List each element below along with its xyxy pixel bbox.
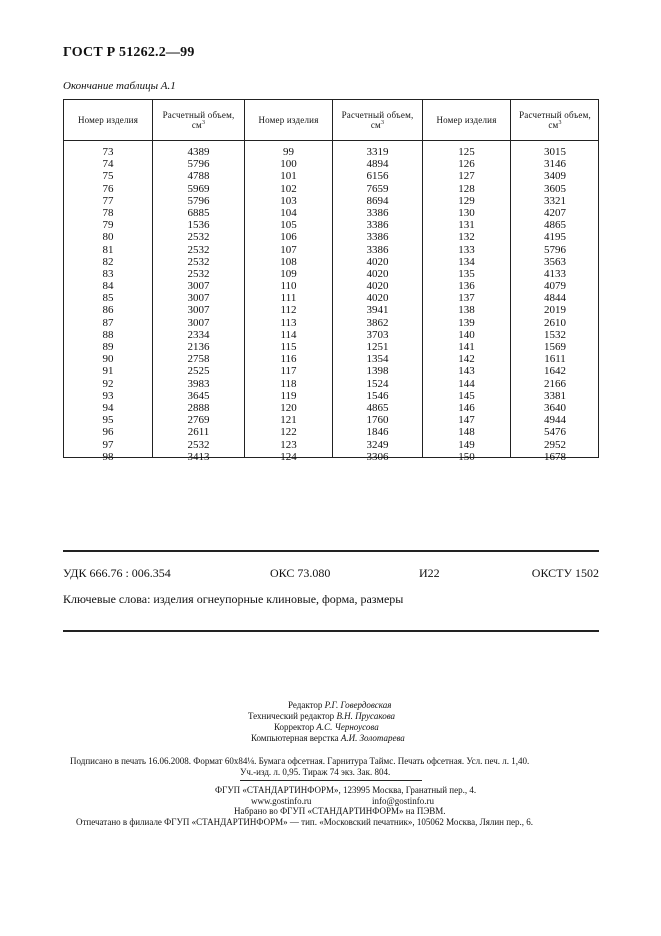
volume-cell: 3563: [544, 255, 566, 268]
item-number-cell: 88: [102, 328, 114, 341]
volume-cell: 6156: [366, 170, 389, 183]
volume-cell: 2532: [187, 255, 210, 268]
item-number-cell: 99: [283, 146, 294, 158]
print-info-2: Уч.-изд. л. 0,95. Тираж 74 экз. Зак. 804.: [240, 767, 391, 777]
volume-cell: 4079: [544, 280, 566, 293]
volume-cell: 4788: [187, 170, 210, 183]
volumes-column-3: [511, 146, 599, 463]
volume-cell: 4020: [366, 280, 389, 293]
item-number-cell: 93: [102, 389, 114, 402]
item-number-cell: 75: [102, 170, 114, 183]
item-number-cell: 130: [458, 206, 475, 219]
volume-cell: 3007: [187, 304, 210, 317]
volume-cell: 3007: [187, 316, 210, 329]
items-column-3: [423, 146, 510, 463]
volume-cell: 4020: [366, 267, 389, 280]
item-number-cell: 102: [280, 182, 297, 195]
volume-cell: 3306: [366, 450, 389, 463]
volume-cell: 2532: [187, 243, 210, 256]
volume-cell: 4844: [544, 292, 566, 305]
volume-cell: 4389: [187, 146, 210, 158]
volume-cell: 1398: [366, 365, 389, 378]
item-number-cell: 96: [102, 426, 114, 439]
publisher-line: ФГУП «СТАНДАРТИНФОРМ», 123995 Москва, Гранатный пер., 4.: [215, 785, 477, 795]
item-number-cell: 98: [102, 450, 114, 463]
volume-cell: 3321: [544, 194, 566, 207]
item-number-cell: 92: [102, 377, 114, 390]
volume-cell: 1846: [366, 426, 389, 439]
volume-cell: 3249: [366, 438, 389, 451]
volume-cell: 1546: [366, 389, 389, 402]
volume-cell: 2019: [544, 304, 566, 317]
item-number-cell: 132: [458, 231, 475, 244]
volume-cell: 5796: [544, 243, 566, 256]
item-number-cell: 142: [458, 353, 475, 366]
volume-cell: 2769: [187, 414, 210, 427]
item-number-cell: 117: [280, 365, 297, 378]
volume-cell: 5796: [187, 158, 210, 171]
item-number-cell: 125: [458, 146, 475, 158]
item-number-cell: 109: [280, 267, 297, 280]
item-number-cell: 150: [458, 450, 475, 463]
volume-cell: 3645: [187, 389, 210, 402]
volume-cell: 1678: [544, 450, 566, 463]
volume-cell: 4195: [544, 231, 566, 244]
volume-cell: 3703: [366, 328, 389, 341]
item-number-cell: 145: [458, 389, 475, 402]
item-number-cell: 77: [102, 194, 114, 207]
item-number-cell: 73: [102, 146, 114, 158]
volume-cell: 4020: [366, 292, 389, 305]
volume-cell: 1760: [366, 414, 389, 427]
volume-cell: 4894: [366, 158, 389, 171]
volume-cell: 1642: [544, 365, 566, 378]
volume-cell: 4020: [366, 255, 389, 268]
item-number-cell: 126: [458, 158, 475, 171]
item-number-cell: 86: [102, 304, 114, 317]
volume-cell: 4133: [544, 267, 566, 280]
volume-cell: 2532: [187, 438, 210, 451]
volume-cell: 3381: [544, 389, 566, 402]
item-number-cell: 82: [102, 255, 114, 268]
item-number-cell: 104: [280, 206, 297, 219]
volume-cell: 7659: [366, 182, 389, 195]
item-number-cell: 113: [280, 316, 297, 329]
header-volume-2: Расчетный объем, $см^3$: [341, 110, 414, 130]
item-number-cell: 97: [102, 438, 114, 451]
volume-cell: 1524: [366, 377, 389, 390]
item-number-cell: 148: [458, 426, 475, 439]
item-number-cell: 123: [280, 438, 297, 451]
volume-cell: 4207: [544, 206, 566, 219]
volume-cell: 4865: [544, 219, 566, 232]
item-number-cell: 147: [458, 414, 475, 427]
volume-cell: 2532: [187, 231, 210, 244]
keywords: Ключевые слова: изделия огнеупорные клиновые, форма, размеры: [63, 592, 404, 606]
corrector-line: Корректор А.С. Черноусова: [274, 722, 379, 732]
item-number-cell: 114: [280, 328, 297, 341]
volume-cell: 1611: [544, 353, 566, 366]
print-info-1: Подписано в печать 16.06.2008. Формат 60х84⅛. Бумага офсетная. Гарнитура Таймс. Печать офсетная. Усл. печ. л. 1,40.: [70, 756, 530, 766]
item-number-cell: 115: [280, 341, 297, 353]
volume-cell: 6885: [187, 206, 210, 219]
item-number-cell: 101: [280, 170, 297, 183]
item-number-cell: 100: [280, 158, 297, 171]
item-number-cell: 120: [280, 401, 297, 414]
item-number-cell: 80: [102, 231, 114, 244]
volume-cell: 3386: [366, 219, 389, 232]
volumes-column-1: [153, 146, 244, 463]
volume-cell: 2888: [187, 401, 210, 414]
header-item-3: Номер изделия: [436, 115, 497, 125]
item-number-cell: 121: [280, 414, 297, 427]
item-number-cell: 106: [280, 231, 297, 244]
typeset-line: Набрано во ФГУП «СТАНДАРТИНФОРМ» на ПЭВМ.: [234, 806, 446, 816]
item-number-cell: 79: [102, 219, 114, 232]
item-number-cell: 144: [458, 377, 475, 390]
item-number-cell: 111: [280, 292, 297, 305]
volumes-column-2: [333, 146, 422, 463]
volume-cell: 8694: [366, 194, 389, 207]
item-number-cell: 141: [458, 341, 475, 353]
header-volume-1: Расчетный объем, $см^3$: [162, 110, 235, 130]
header-volume-3: Расчетный объем, $см^3$: [519, 110, 591, 130]
items-column-1: [64, 146, 152, 463]
item-number-cell: 110: [280, 280, 297, 293]
item-number-cell: 118: [280, 377, 297, 390]
volume-cell: 3386: [366, 231, 389, 244]
bottom-rule: [63, 630, 599, 632]
document-header: ГОСТ Р 51262.2—99: [63, 45, 195, 60]
volume-cell: 3640: [544, 401, 566, 414]
header-divider: [64, 140, 598, 141]
item-number-cell: 108: [280, 255, 297, 268]
volume-cell: 1569: [544, 341, 566, 353]
volume-cell: 5796: [187, 194, 210, 207]
item-number-cell: 116: [280, 353, 297, 366]
item-number-cell: 133: [458, 243, 475, 256]
header-item-2: Номер изделия: [258, 115, 319, 125]
item-number-cell: 149: [458, 438, 475, 451]
volume-cell: 2611: [187, 426, 210, 439]
item-number-cell: 91: [102, 365, 114, 378]
item-number-cell: 128: [458, 182, 475, 195]
header-item-1: Номер изделия: [77, 115, 139, 125]
volume-cell: 1251: [366, 341, 389, 353]
item-number-cell: 122: [280, 426, 297, 439]
volume-cell: 2952: [544, 438, 566, 451]
volume-cell: 1536: [187, 219, 210, 232]
item-number-cell: 78: [102, 206, 114, 219]
item-number-cell: 81: [102, 243, 114, 256]
classification-line: [63, 566, 599, 582]
volume-cell: 2136: [187, 341, 210, 353]
item-number-cell: 89: [102, 341, 114, 353]
item-number-cell: 103: [280, 194, 297, 207]
volume-cell: 3862: [366, 316, 389, 329]
volume-cell: 2166: [544, 377, 566, 390]
item-number-cell: 94: [102, 401, 114, 414]
imprint-divider: [240, 780, 422, 781]
editor-line: Редактор Р.Г. Говердовская: [288, 700, 392, 710]
volume-cell: 3007: [187, 292, 210, 305]
items-column-2: [245, 146, 332, 463]
volume-cell: 2532: [187, 267, 210, 280]
item-number-cell: 135: [458, 267, 475, 280]
item-number-cell: 129: [458, 194, 475, 207]
volume-cell: 5969: [187, 182, 210, 195]
volume-cell: 1532: [544, 328, 566, 341]
layout-line: Компьютерная верстка А.И. Золотарева: [251, 733, 405, 743]
volume-cell: 1354: [366, 353, 389, 366]
printed-line: Отпечатано в филиале ФГУП «СТАНДАРТИНФОРМ» — тип. «Московский печатник», 105062 Москва, Лялин пер., 6.: [76, 817, 534, 827]
volume-cell: 3413: [187, 450, 210, 463]
volume-cell: 3015: [544, 146, 566, 158]
volume-cell: 3941: [366, 304, 389, 317]
item-number-cell: 127: [458, 170, 475, 183]
tech-editor-line: Технический редактор В.Н. Прусакова: [248, 711, 396, 721]
okstu-code: ОКСТУ 1502: [531, 566, 599, 580]
volume-cell: 4944: [544, 414, 566, 427]
item-number-cell: 137: [458, 292, 475, 305]
volume-cell: 3605: [544, 182, 566, 195]
item-number-cell: 140: [458, 328, 475, 341]
volume-cell: 3146: [544, 158, 566, 171]
item-number-cell: 90: [102, 353, 114, 366]
volume-cell: 3319: [366, 146, 389, 158]
item-number-cell: 85: [102, 292, 114, 305]
email-link[interactable]: info@gostinfo.ru: [372, 796, 435, 806]
volume-cell: 3409: [544, 170, 566, 183]
item-number-cell: 146: [458, 401, 475, 414]
item-number-cell: 76: [102, 182, 114, 195]
item-number-cell: 107: [280, 243, 297, 256]
item-number-cell: 143: [458, 365, 475, 378]
oks-code: ОКС 73.080: [270, 566, 331, 580]
i-code: И22: [419, 566, 440, 580]
item-number-cell: 112: [280, 304, 297, 317]
volume-cell: 3007: [187, 280, 210, 293]
item-number-cell: 74: [102, 158, 114, 171]
item-number-cell: 131: [458, 219, 475, 232]
volume-table: [63, 99, 599, 463]
item-number-cell: 83: [102, 267, 114, 280]
volume-cell: 3386: [366, 243, 389, 256]
item-number-cell: 87: [102, 316, 114, 329]
volume-cell: 2610: [544, 316, 566, 329]
item-number-cell: 84: [102, 280, 114, 293]
item-number-cell: 139: [458, 316, 475, 329]
item-number-cell: 136: [458, 280, 475, 293]
top-rule: [63, 550, 599, 552]
volume-cell: 2525: [187, 365, 210, 378]
item-number-cell: 119: [280, 389, 297, 402]
item-number-cell: 95: [102, 414, 114, 427]
table-caption: Окончание таблицы А.1: [63, 80, 176, 92]
item-number-cell: 138: [458, 304, 475, 317]
item-number-cell: 105: [280, 219, 297, 232]
volume-cell: 5476: [544, 426, 566, 439]
web-link[interactable]: www.gostinfo.ru: [251, 796, 312, 806]
volume-cell: 2758: [187, 353, 210, 366]
item-number-cell: 124: [280, 450, 297, 463]
item-number-cell: 134: [458, 255, 475, 268]
udk-code: УДК 666.76 : 006.354: [63, 566, 171, 580]
volume-cell: 3983: [187, 377, 210, 390]
volume-cell: 4865: [366, 401, 389, 414]
volume-cell: 2334: [187, 328, 210, 341]
volume-cell: 3386: [366, 206, 389, 219]
